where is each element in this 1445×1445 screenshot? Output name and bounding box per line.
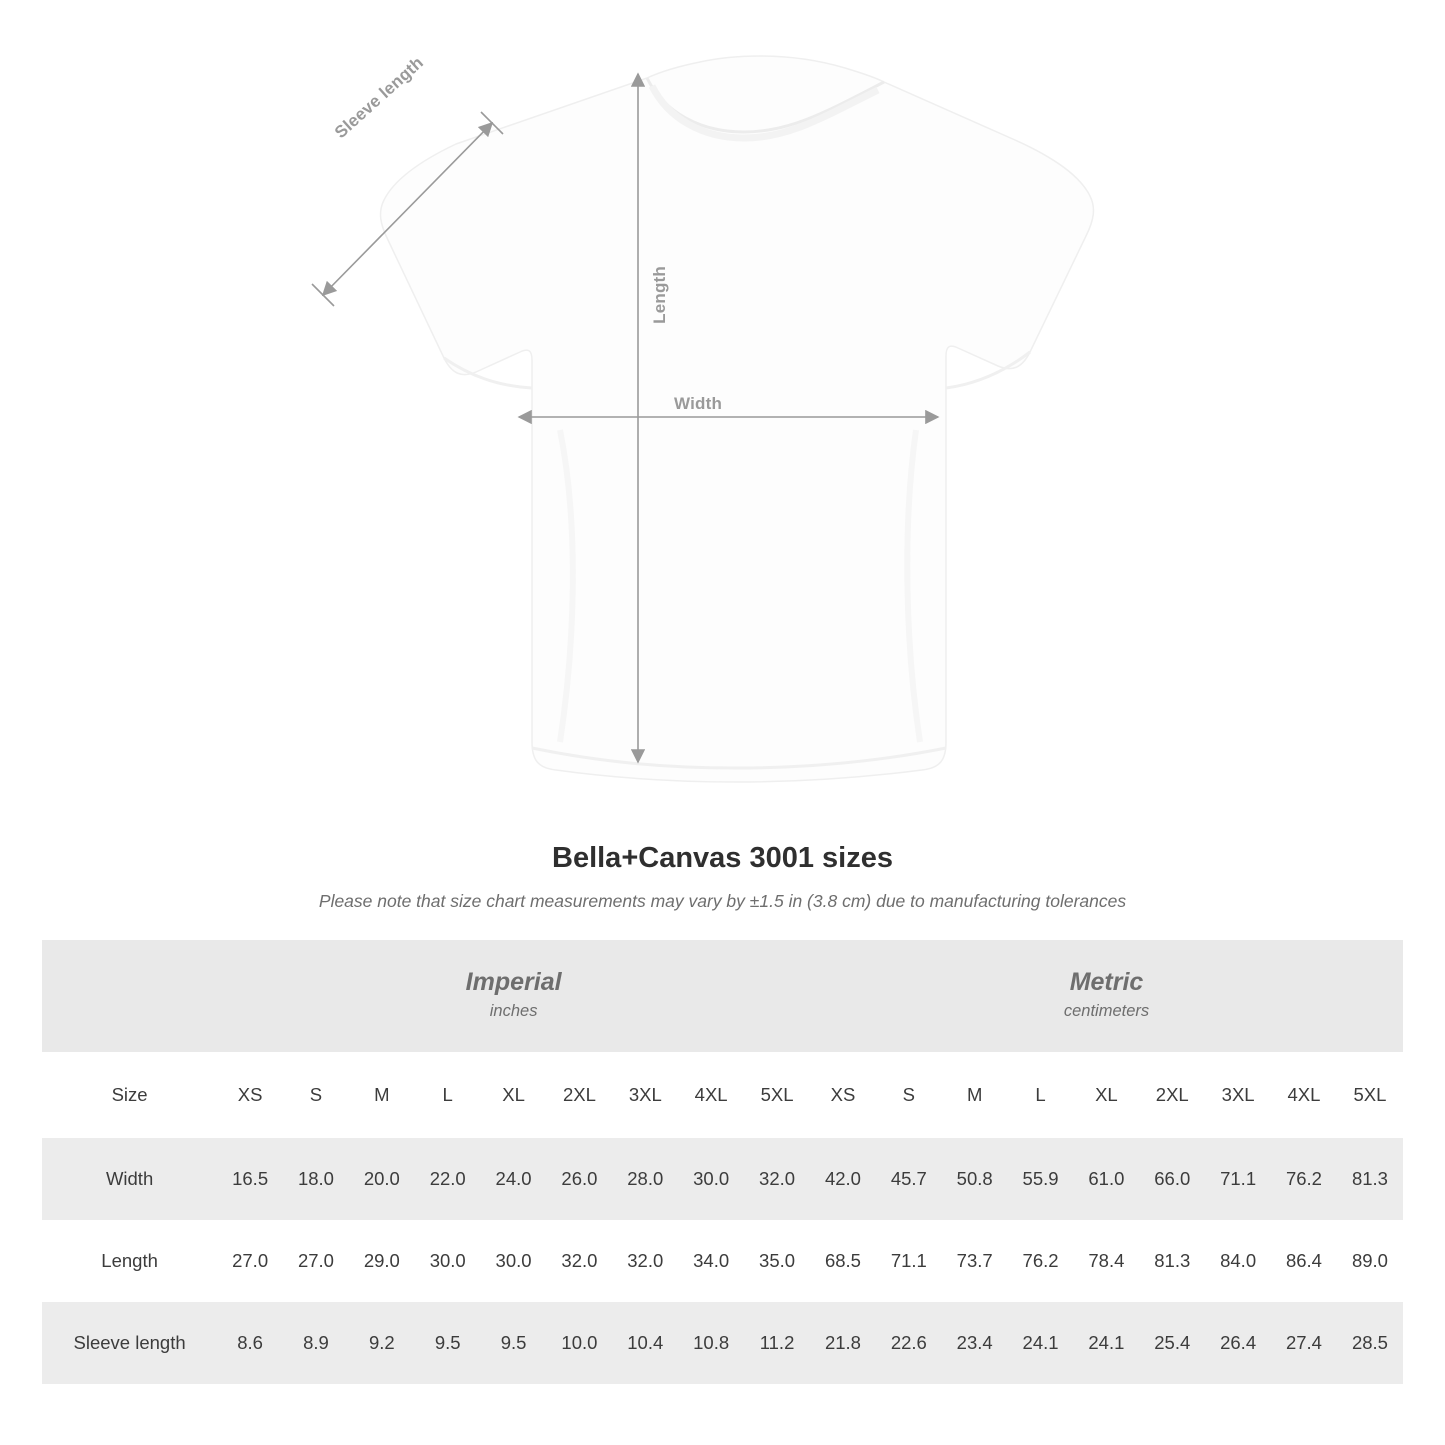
size-table — [42, 940, 1403, 1384]
cell-length-2xl-imperial: 32.0 — [546, 1220, 612, 1302]
cell-sleeve-length-l-imperial: 9.5 — [415, 1302, 481, 1384]
cell-sleeve-length-2xl-imperial: 10.0 — [546, 1302, 612, 1384]
cell-width-xl-imperial: 24.0 — [481, 1138, 547, 1220]
cell-sleeve-length-s-imperial: 8.9 — [283, 1302, 349, 1384]
unit-group-title: Metric — [1069, 968, 1144, 997]
column-header-l-imperial: L — [415, 1052, 481, 1138]
cell-length-xs-imperial: 27.0 — [217, 1220, 283, 1302]
cell-sleeve-length-3xl-metric: 26.4 — [1205, 1302, 1271, 1384]
tolerance-note: Please note that size chart measurements may vary by ±1.5 in (3.8 cm) due to manufacturing tolerances — [318, 891, 1127, 911]
column-header-2xl-metric: 2XL — [1139, 1052, 1205, 1138]
column-header-3xl-imperial: 3XL — [612, 1052, 678, 1138]
unit-group-title: Imperial — [465, 968, 562, 997]
column-header-4xl-metric: 4XL — [1271, 1052, 1337, 1138]
unit-group-imperial — [217, 940, 810, 1052]
column-header-5xl-metric: 5XL — [1337, 1052, 1403, 1138]
cell-width-m-metric: 50.8 — [942, 1138, 1008, 1220]
cell-width-m-imperial: 20.0 — [349, 1138, 415, 1220]
cell-sleeve-length-l-metric: 24.1 — [1008, 1302, 1074, 1384]
row-label-width: Width — [42, 1138, 217, 1220]
cell-length-m-imperial: 29.0 — [349, 1220, 415, 1302]
cell-sleeve-length-m-imperial: 9.2 — [349, 1302, 415, 1384]
cell-sleeve-length-m-metric: 23.4 — [942, 1302, 1008, 1384]
column-header-xl-imperial: XL — [481, 1052, 547, 1138]
length-label: Length — [650, 266, 669, 324]
cell-length-xl-metric: 78.4 — [1073, 1220, 1139, 1302]
cell-width-4xl-metric: 76.2 — [1271, 1138, 1337, 1220]
cell-length-xs-metric: 68.5 — [810, 1220, 876, 1302]
cell-length-3xl-imperial: 32.0 — [612, 1220, 678, 1302]
unit-group-spacer — [42, 940, 217, 1052]
cell-length-4xl-metric: 86.4 — [1271, 1220, 1337, 1302]
unit-group-subtitle: inches — [489, 1002, 538, 1021]
row-label-length: Length — [42, 1220, 217, 1302]
cell-sleeve-length-xs-imperial: 8.6 — [217, 1302, 283, 1384]
cell-width-5xl-metric: 81.3 — [1337, 1138, 1403, 1220]
unit-group-metric — [810, 940, 1403, 1052]
column-header-3xl-metric: 3XL — [1205, 1052, 1271, 1138]
unit-group-row — [42, 940, 1403, 1052]
cell-sleeve-length-3xl-imperial: 10.4 — [612, 1302, 678, 1384]
page-title: Bella+Canvas 3001 sizes — [552, 842, 893, 874]
cell-length-s-metric: 71.1 — [876, 1220, 942, 1302]
cell-sleeve-length-5xl-metric: 28.5 — [1337, 1302, 1403, 1384]
cell-sleeve-length-5xl-imperial: 11.2 — [744, 1302, 810, 1384]
cell-length-m-metric: 73.7 — [942, 1220, 1008, 1302]
column-header-l-metric: L — [1008, 1052, 1074, 1138]
cell-length-2xl-metric: 81.3 — [1139, 1220, 1205, 1302]
column-header-xs-metric: XS — [810, 1052, 876, 1138]
cell-length-l-metric: 76.2 — [1008, 1220, 1074, 1302]
cell-width-l-metric: 55.9 — [1008, 1138, 1074, 1220]
column-header-4xl-imperial: 4XL — [678, 1052, 744, 1138]
cell-sleeve-length-2xl-metric: 25.4 — [1139, 1302, 1205, 1384]
cell-sleeve-length-xl-imperial: 9.5 — [481, 1302, 547, 1384]
table-row — [42, 1220, 1403, 1302]
cell-width-2xl-imperial: 26.0 — [546, 1138, 612, 1220]
cell-length-s-imperial: 27.0 — [283, 1220, 349, 1302]
column-header-5xl-imperial: 5XL — [744, 1052, 810, 1138]
size-table-wrapper — [42, 940, 1403, 1384]
cell-width-5xl-imperial: 32.0 — [744, 1138, 810, 1220]
cell-width-3xl-metric: 71.1 — [1205, 1138, 1271, 1220]
table-row — [42, 1302, 1403, 1384]
cell-width-xs-metric: 42.0 — [810, 1138, 876, 1220]
cell-sleeve-length-4xl-metric: 27.4 — [1271, 1302, 1337, 1384]
unit-group-subtitle: centimeters — [1063, 1002, 1150, 1021]
tshirt-shape — [381, 56, 1094, 782]
cell-length-5xl-metric: 89.0 — [1337, 1220, 1403, 1302]
column-header-xl-metric: XL — [1073, 1052, 1139, 1138]
cell-width-2xl-metric: 66.0 — [1139, 1138, 1205, 1220]
cell-sleeve-length-xl-metric: 24.1 — [1073, 1302, 1139, 1384]
cell-width-l-imperial: 22.0 — [415, 1138, 481, 1220]
cell-length-3xl-metric: 84.0 — [1205, 1220, 1271, 1302]
table-header-row — [42, 1052, 1403, 1138]
cell-width-3xl-imperial: 28.0 — [612, 1138, 678, 1220]
cell-width-xl-metric: 61.0 — [1073, 1138, 1139, 1220]
width-label: Width — [674, 394, 723, 413]
column-header-2xl-imperial: 2XL — [546, 1052, 612, 1138]
cell-width-s-metric: 45.7 — [876, 1138, 942, 1220]
cell-sleeve-length-s-metric: 22.6 — [876, 1302, 942, 1384]
table-row — [42, 1138, 1403, 1220]
cell-length-xl-imperial: 30.0 — [481, 1220, 547, 1302]
column-header-s-imperial: S — [283, 1052, 349, 1138]
cell-width-s-imperial: 18.0 — [283, 1138, 349, 1220]
cell-length-l-imperial: 30.0 — [415, 1220, 481, 1302]
cell-length-5xl-imperial: 35.0 — [744, 1220, 810, 1302]
column-header-size: Size — [42, 1052, 217, 1138]
size-chart-heading — [0, 842, 1445, 912]
column-header-m-imperial: M — [349, 1052, 415, 1138]
cell-sleeve-length-xs-metric: 21.8 — [810, 1302, 876, 1384]
sleeve-length-label: Sleeve length — [331, 52, 428, 143]
column-header-s-metric: S — [876, 1052, 942, 1138]
cell-sleeve-length-4xl-imperial: 10.8 — [678, 1302, 744, 1384]
row-label-sleeve-length: Sleeve length — [42, 1302, 217, 1384]
cell-length-4xl-imperial: 34.0 — [678, 1220, 744, 1302]
column-header-xs-imperial: XS — [217, 1052, 283, 1138]
cell-width-xs-imperial: 16.5 — [217, 1138, 283, 1220]
cell-width-4xl-imperial: 30.0 — [678, 1138, 744, 1220]
column-header-m-metric: M — [942, 1052, 1008, 1138]
